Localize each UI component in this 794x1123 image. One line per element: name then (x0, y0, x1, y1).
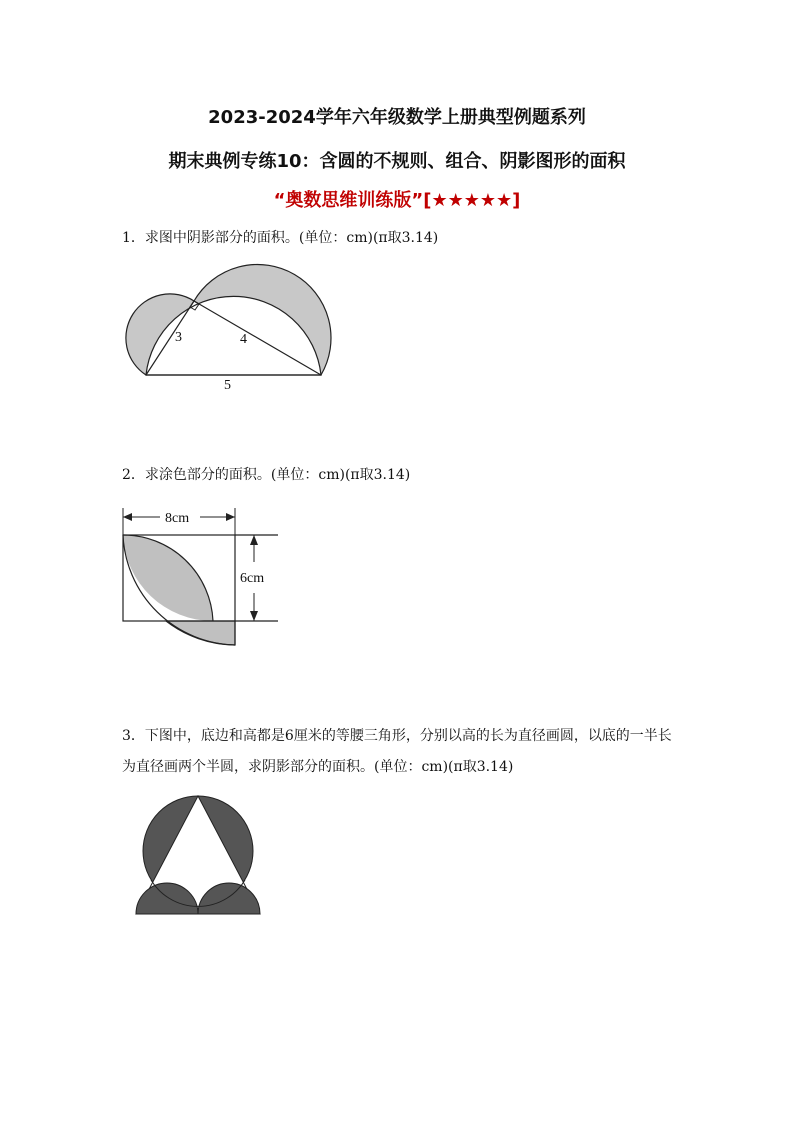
width-label: 8cm (165, 511, 190, 526)
edition-label: “奥数思维训练版”[★★★★★] (273, 190, 521, 211)
document-title: 2023-2024学年六年级数学上册典型例题系列 (208, 107, 586, 128)
arrow-right (226, 513, 235, 521)
arrow-left (123, 513, 132, 521)
question-1-text: 1．求图中阴影部分的面积。(单位：cm)(π取3.14) (122, 230, 439, 246)
side-label-4: 4 (240, 332, 247, 347)
shaded-outer-segment (166, 621, 235, 645)
question-2-text: 2．求涂色部分的面积。(单位：cm)(π取3.14) (122, 467, 411, 483)
arrow-up (250, 535, 258, 545)
side-label-3: 3 (175, 330, 182, 345)
arrow-down (250, 611, 258, 621)
question-3-text: 3．下图中，底边和高都是6厘米的等腰三角形，分别以高的长为直径画圆，以底的一半长为直径画两个半圆，求阴影部分的面积。(单位：cm)(π取3.14) (122, 728, 672, 775)
question-2-figure (118, 505, 288, 655)
question-1-figure (118, 255, 338, 395)
document-subtitle: 期末典例专练10：含圆的不规则、组合、阴影图形的面积 (168, 151, 626, 172)
height-label: 6cm (240, 571, 265, 586)
side-label-5: 5 (224, 378, 231, 393)
question-3-figure (128, 792, 268, 917)
